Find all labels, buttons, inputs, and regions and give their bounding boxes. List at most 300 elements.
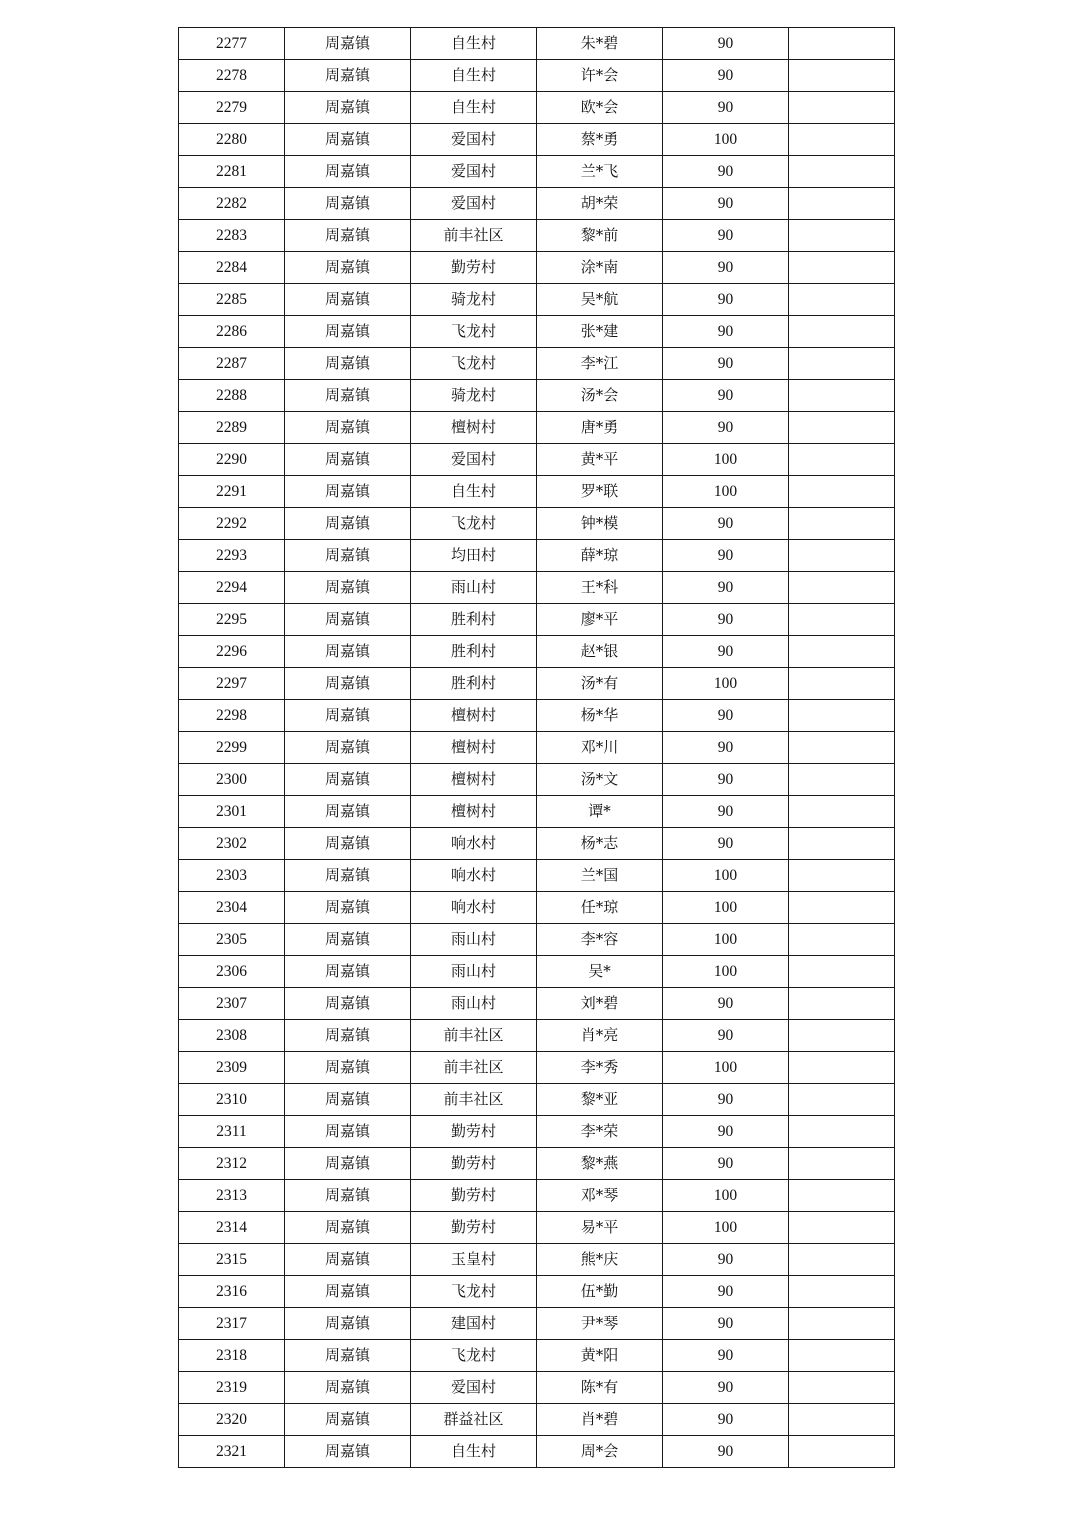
cell-note — [789, 668, 895, 700]
cell-number: 2300 — [179, 764, 285, 796]
cell-village: 爱国村 — [411, 156, 537, 188]
cell-note — [789, 796, 895, 828]
cell-village: 前丰社区 — [411, 1052, 537, 1084]
table-row — [179, 700, 895, 732]
cell-amount: 90 — [663, 1244, 789, 1276]
cell-amount: 100 — [663, 1180, 789, 1212]
cell-village: 飞龙村 — [411, 1276, 537, 1308]
cell-town: 周嘉镇 — [285, 1148, 411, 1180]
cell-note — [789, 1180, 895, 1212]
cell-amount: 90 — [663, 828, 789, 860]
cell-name: 黎*前 — [537, 220, 663, 252]
cell-amount: 90 — [663, 1116, 789, 1148]
cell-town: 周嘉镇 — [285, 1052, 411, 1084]
cell-village: 飞龙村 — [411, 316, 537, 348]
cell-number: 2299 — [179, 732, 285, 764]
cell-village: 爱国村 — [411, 188, 537, 220]
cell-amount: 90 — [663, 1020, 789, 1052]
cell-town: 周嘉镇 — [285, 1276, 411, 1308]
cell-number: 2279 — [179, 92, 285, 124]
cell-amount: 100 — [663, 444, 789, 476]
table-row — [179, 1148, 895, 1180]
table-row — [179, 956, 895, 988]
cell-village: 骑龙村 — [411, 284, 537, 316]
cell-amount: 100 — [663, 860, 789, 892]
cell-amount: 90 — [663, 1148, 789, 1180]
cell-village: 前丰社区 — [411, 220, 537, 252]
cell-town: 周嘉镇 — [285, 1244, 411, 1276]
table-row — [179, 604, 895, 636]
cell-number: 2284 — [179, 252, 285, 284]
cell-town: 周嘉镇 — [285, 764, 411, 796]
cell-amount: 90 — [663, 28, 789, 60]
table-row — [179, 124, 895, 156]
cell-town: 周嘉镇 — [285, 732, 411, 764]
cell-note — [789, 380, 895, 412]
cell-note — [789, 124, 895, 156]
cell-name: 蔡*勇 — [537, 124, 663, 156]
cell-amount: 90 — [663, 412, 789, 444]
cell-town: 周嘉镇 — [285, 412, 411, 444]
table-row — [179, 380, 895, 412]
cell-village: 勤劳村 — [411, 1148, 537, 1180]
cell-name: 邓*琴 — [537, 1180, 663, 1212]
cell-amount: 90 — [663, 572, 789, 604]
cell-name: 周*会 — [537, 1436, 663, 1468]
table-row — [179, 156, 895, 188]
cell-note — [789, 1244, 895, 1276]
cell-name: 肖*亮 — [537, 1020, 663, 1052]
table-row — [179, 92, 895, 124]
cell-village: 爱国村 — [411, 1372, 537, 1404]
cell-number: 2278 — [179, 60, 285, 92]
table-row — [179, 1052, 895, 1084]
cell-number: 2277 — [179, 28, 285, 60]
cell-name: 朱*碧 — [537, 28, 663, 60]
table-row — [179, 1116, 895, 1148]
cell-town: 周嘉镇 — [285, 828, 411, 860]
cell-number: 2288 — [179, 380, 285, 412]
cell-number: 2286 — [179, 316, 285, 348]
cell-amount: 90 — [663, 988, 789, 1020]
cell-number: 2301 — [179, 796, 285, 828]
cell-note — [789, 508, 895, 540]
table-row — [179, 860, 895, 892]
cell-name: 钟*模 — [537, 508, 663, 540]
cell-name: 熊*庆 — [537, 1244, 663, 1276]
cell-village: 建国村 — [411, 1308, 537, 1340]
cell-town: 周嘉镇 — [285, 924, 411, 956]
cell-amount: 90 — [663, 188, 789, 220]
cell-amount: 90 — [663, 1340, 789, 1372]
cell-name: 唐*勇 — [537, 412, 663, 444]
cell-name: 李*江 — [537, 348, 663, 380]
cell-note — [789, 1276, 895, 1308]
cell-town: 周嘉镇 — [285, 892, 411, 924]
cell-village: 雨山村 — [411, 572, 537, 604]
cell-number: 2290 — [179, 444, 285, 476]
cell-note — [789, 476, 895, 508]
cell-number: 2308 — [179, 1020, 285, 1052]
cell-amount: 100 — [663, 1052, 789, 1084]
cell-number: 2295 — [179, 604, 285, 636]
cell-village: 雨山村 — [411, 924, 537, 956]
cell-village: 爱国村 — [411, 124, 537, 156]
cell-village: 檀树村 — [411, 732, 537, 764]
cell-village: 自生村 — [411, 60, 537, 92]
cell-village: 勤劳村 — [411, 1180, 537, 1212]
cell-amount: 100 — [663, 124, 789, 156]
cell-name: 刘*碧 — [537, 988, 663, 1020]
table-row — [179, 668, 895, 700]
cell-note — [789, 1084, 895, 1116]
table-row — [179, 508, 895, 540]
cell-village: 玉皇村 — [411, 1244, 537, 1276]
cell-town: 周嘉镇 — [285, 956, 411, 988]
cell-name: 王*科 — [537, 572, 663, 604]
cell-number: 2304 — [179, 892, 285, 924]
cell-town: 周嘉镇 — [285, 348, 411, 380]
cell-village: 骑龙村 — [411, 380, 537, 412]
cell-number: 2315 — [179, 1244, 285, 1276]
cell-town: 周嘉镇 — [285, 668, 411, 700]
cell-number: 2314 — [179, 1212, 285, 1244]
cell-village: 檀树村 — [411, 412, 537, 444]
cell-village: 响水村 — [411, 892, 537, 924]
cell-note — [789, 1308, 895, 1340]
cell-number: 2312 — [179, 1148, 285, 1180]
cell-town: 周嘉镇 — [285, 28, 411, 60]
table-row — [179, 220, 895, 252]
cell-amount: 90 — [663, 348, 789, 380]
cell-number: 2311 — [179, 1116, 285, 1148]
cell-name: 邓*川 — [537, 732, 663, 764]
cell-town: 周嘉镇 — [285, 156, 411, 188]
table-row — [179, 572, 895, 604]
cell-number: 2293 — [179, 540, 285, 572]
cell-name: 李*秀 — [537, 1052, 663, 1084]
cell-amount: 90 — [663, 1372, 789, 1404]
cell-note — [789, 1212, 895, 1244]
cell-village: 勤劳村 — [411, 252, 537, 284]
cell-town: 周嘉镇 — [285, 1308, 411, 1340]
cell-amount: 90 — [663, 796, 789, 828]
cell-town: 周嘉镇 — [285, 476, 411, 508]
cell-note — [789, 956, 895, 988]
cell-name: 杨*华 — [537, 700, 663, 732]
cell-village: 自生村 — [411, 92, 537, 124]
cell-number: 2291 — [179, 476, 285, 508]
cell-number: 2285 — [179, 284, 285, 316]
table-body — [179, 28, 895, 1468]
cell-note — [789, 700, 895, 732]
cell-number: 2309 — [179, 1052, 285, 1084]
cell-name: 黎*亚 — [537, 1084, 663, 1116]
cell-town: 周嘉镇 — [285, 860, 411, 892]
cell-name: 汤*有 — [537, 668, 663, 700]
cell-number: 2313 — [179, 1180, 285, 1212]
cell-number: 2316 — [179, 1276, 285, 1308]
cell-note — [789, 188, 895, 220]
cell-village: 胜利村 — [411, 604, 537, 636]
table-row — [179, 28, 895, 60]
table-row — [179, 1372, 895, 1404]
table-row — [179, 1020, 895, 1052]
cell-town: 周嘉镇 — [285, 604, 411, 636]
cell-name: 罗*联 — [537, 476, 663, 508]
cell-village: 勤劳村 — [411, 1116, 537, 1148]
cell-village: 群益社区 — [411, 1404, 537, 1436]
table-row — [179, 444, 895, 476]
cell-amount: 90 — [663, 60, 789, 92]
cell-amount: 90 — [663, 220, 789, 252]
cell-note — [789, 1020, 895, 1052]
cell-village: 雨山村 — [411, 988, 537, 1020]
table-row — [179, 732, 895, 764]
cell-village: 勤劳村 — [411, 1212, 537, 1244]
cell-number: 2287 — [179, 348, 285, 380]
cell-name: 李*容 — [537, 924, 663, 956]
cell-village: 均田村 — [411, 540, 537, 572]
table-row — [179, 60, 895, 92]
cell-name: 吴* — [537, 956, 663, 988]
cell-town: 周嘉镇 — [285, 540, 411, 572]
cell-name: 许*会 — [537, 60, 663, 92]
cell-note — [789, 60, 895, 92]
cell-number: 2303 — [179, 860, 285, 892]
cell-amount: 100 — [663, 956, 789, 988]
cell-town: 周嘉镇 — [285, 1212, 411, 1244]
cell-name: 任*琼 — [537, 892, 663, 924]
cell-village: 檀树村 — [411, 796, 537, 828]
cell-town: 周嘉镇 — [285, 700, 411, 732]
cell-amount: 100 — [663, 924, 789, 956]
cell-amount: 90 — [663, 92, 789, 124]
cell-amount: 100 — [663, 1212, 789, 1244]
cell-number: 2318 — [179, 1340, 285, 1372]
cell-number: 2289 — [179, 412, 285, 444]
cell-name: 尹*琴 — [537, 1308, 663, 1340]
cell-village: 自生村 — [411, 28, 537, 60]
cell-number: 2320 — [179, 1404, 285, 1436]
cell-amount: 90 — [663, 1084, 789, 1116]
table-row — [179, 412, 895, 444]
cell-number: 2306 — [179, 956, 285, 988]
cell-name: 杨*志 — [537, 828, 663, 860]
cell-note — [789, 92, 895, 124]
cell-name: 李*荣 — [537, 1116, 663, 1148]
cell-name: 肖*碧 — [537, 1404, 663, 1436]
cell-amount: 90 — [663, 1436, 789, 1468]
cell-note — [789, 1372, 895, 1404]
cell-amount: 90 — [663, 284, 789, 316]
cell-town: 周嘉镇 — [285, 252, 411, 284]
cell-note — [789, 636, 895, 668]
cell-village: 飞龙村 — [411, 1340, 537, 1372]
cell-note — [789, 444, 895, 476]
cell-village: 前丰社区 — [411, 1084, 537, 1116]
table-row — [179, 1276, 895, 1308]
cell-note — [789, 348, 895, 380]
table-row — [179, 348, 895, 380]
cell-village: 檀树村 — [411, 700, 537, 732]
cell-amount: 90 — [663, 252, 789, 284]
cell-town: 周嘉镇 — [285, 92, 411, 124]
cell-amount: 100 — [663, 476, 789, 508]
cell-name: 易*平 — [537, 1212, 663, 1244]
cell-note — [789, 1340, 895, 1372]
table-row — [179, 988, 895, 1020]
cell-town: 周嘉镇 — [285, 1020, 411, 1052]
cell-note — [789, 412, 895, 444]
cell-village: 自生村 — [411, 476, 537, 508]
table-row — [179, 1340, 895, 1372]
cell-note — [789, 1436, 895, 1468]
cell-town: 周嘉镇 — [285, 636, 411, 668]
cell-number: 2292 — [179, 508, 285, 540]
cell-town: 周嘉镇 — [285, 1436, 411, 1468]
cell-amount: 90 — [663, 1404, 789, 1436]
cell-town: 周嘉镇 — [285, 572, 411, 604]
cell-amount: 90 — [663, 732, 789, 764]
cell-village: 檀树村 — [411, 764, 537, 796]
cell-number: 2310 — [179, 1084, 285, 1116]
cell-town: 周嘉镇 — [285, 284, 411, 316]
cell-village: 自生村 — [411, 1436, 537, 1468]
cell-village: 飞龙村 — [411, 348, 537, 380]
table-row — [179, 476, 895, 508]
cell-note — [789, 828, 895, 860]
table-row — [179, 284, 895, 316]
cell-note — [789, 252, 895, 284]
table-row — [179, 1212, 895, 1244]
cell-name: 欧*会 — [537, 92, 663, 124]
table-row — [179, 636, 895, 668]
table-row — [179, 1436, 895, 1468]
table-row — [179, 1084, 895, 1116]
cell-number: 2297 — [179, 668, 285, 700]
cell-name: 陈*有 — [537, 1372, 663, 1404]
cell-number: 2307 — [179, 988, 285, 1020]
cell-note — [789, 764, 895, 796]
cell-name: 薛*琼 — [537, 540, 663, 572]
cell-number: 2296 — [179, 636, 285, 668]
cell-town: 周嘉镇 — [285, 60, 411, 92]
table-row — [179, 1180, 895, 1212]
cell-town: 周嘉镇 — [285, 508, 411, 540]
data-table — [178, 27, 895, 1468]
cell-amount: 90 — [663, 156, 789, 188]
cell-village: 前丰社区 — [411, 1020, 537, 1052]
cell-note — [789, 892, 895, 924]
cell-note — [789, 732, 895, 764]
cell-village: 爱国村 — [411, 444, 537, 476]
table-row — [179, 188, 895, 220]
table-row — [179, 892, 895, 924]
cell-village: 胜利村 — [411, 636, 537, 668]
cell-village: 飞龙村 — [411, 508, 537, 540]
cell-number: 2280 — [179, 124, 285, 156]
cell-note — [789, 1116, 895, 1148]
cell-number: 2281 — [179, 156, 285, 188]
table-row — [179, 1404, 895, 1436]
cell-amount: 100 — [663, 668, 789, 700]
cell-village: 响水村 — [411, 828, 537, 860]
cell-name: 黎*燕 — [537, 1148, 663, 1180]
cell-number: 2298 — [179, 700, 285, 732]
cell-town: 周嘉镇 — [285, 1084, 411, 1116]
cell-note — [789, 988, 895, 1020]
cell-town: 周嘉镇 — [285, 124, 411, 156]
cell-town: 周嘉镇 — [285, 188, 411, 220]
cell-name: 汤*文 — [537, 764, 663, 796]
cell-note — [789, 1052, 895, 1084]
cell-amount: 90 — [663, 316, 789, 348]
cell-note — [789, 860, 895, 892]
cell-amount: 90 — [663, 540, 789, 572]
cell-note — [789, 156, 895, 188]
cell-town: 周嘉镇 — [285, 380, 411, 412]
cell-number: 2317 — [179, 1308, 285, 1340]
cell-town: 周嘉镇 — [285, 316, 411, 348]
cell-note — [789, 316, 895, 348]
table-row — [179, 764, 895, 796]
table-row — [179, 316, 895, 348]
cell-amount: 90 — [663, 508, 789, 540]
cell-village: 胜利村 — [411, 668, 537, 700]
cell-village: 雨山村 — [411, 956, 537, 988]
cell-note — [789, 572, 895, 604]
cell-number: 2283 — [179, 220, 285, 252]
table-row — [179, 924, 895, 956]
cell-town: 周嘉镇 — [285, 988, 411, 1020]
cell-name: 兰*飞 — [537, 156, 663, 188]
cell-name: 吴*航 — [537, 284, 663, 316]
cell-number: 2321 — [179, 1436, 285, 1468]
cell-amount: 90 — [663, 700, 789, 732]
cell-name: 涂*南 — [537, 252, 663, 284]
cell-note — [789, 540, 895, 572]
cell-note — [789, 284, 895, 316]
cell-number: 2305 — [179, 924, 285, 956]
cell-name: 黄*平 — [537, 444, 663, 476]
cell-amount: 90 — [663, 604, 789, 636]
cell-town: 周嘉镇 — [285, 444, 411, 476]
table-row — [179, 1244, 895, 1276]
cell-note — [789, 604, 895, 636]
cell-number: 2294 — [179, 572, 285, 604]
cell-number: 2302 — [179, 828, 285, 860]
cell-name: 谭* — [537, 796, 663, 828]
cell-note — [789, 1148, 895, 1180]
cell-note — [789, 924, 895, 956]
cell-amount: 100 — [663, 892, 789, 924]
cell-name: 伍*勤 — [537, 1276, 663, 1308]
cell-note — [789, 28, 895, 60]
cell-town: 周嘉镇 — [285, 1116, 411, 1148]
cell-name: 胡*荣 — [537, 188, 663, 220]
cell-amount: 90 — [663, 1308, 789, 1340]
cell-name: 黄*阳 — [537, 1340, 663, 1372]
cell-amount: 90 — [663, 764, 789, 796]
table-row — [179, 1308, 895, 1340]
cell-amount: 90 — [663, 380, 789, 412]
table-row — [179, 540, 895, 572]
cell-note — [789, 1404, 895, 1436]
cell-town: 周嘉镇 — [285, 796, 411, 828]
cell-name: 廖*平 — [537, 604, 663, 636]
cell-amount: 90 — [663, 636, 789, 668]
